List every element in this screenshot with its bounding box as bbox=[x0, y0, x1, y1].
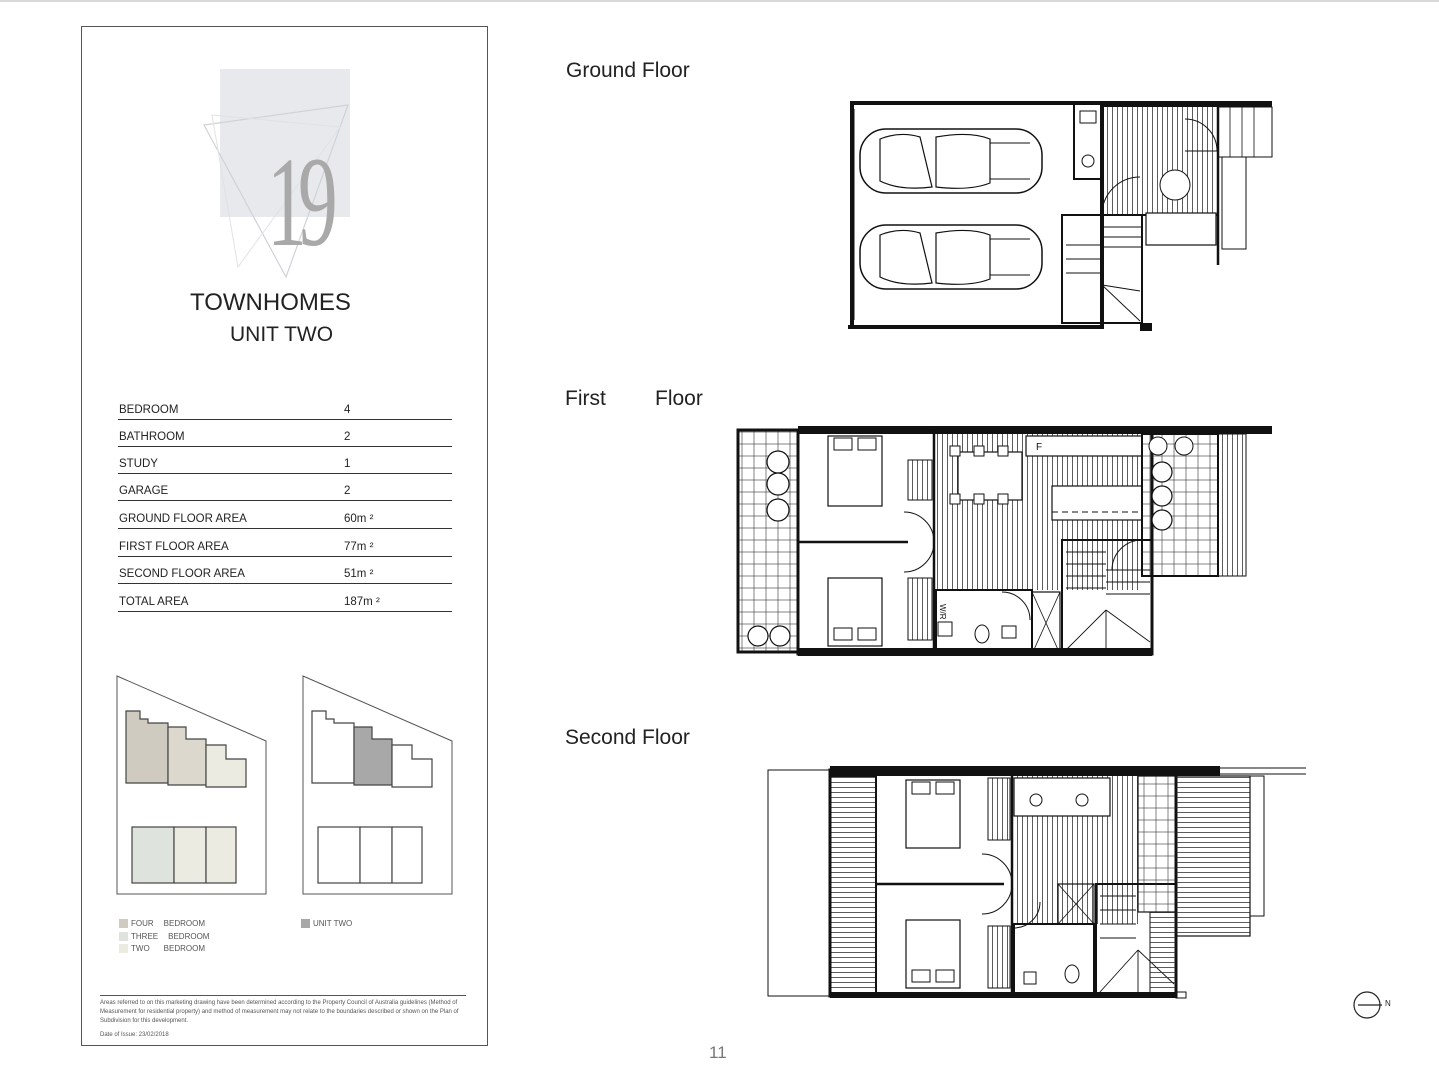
first-floor-label-b: Floor bbox=[655, 387, 703, 410]
legend-label: THREE bbox=[131, 931, 159, 941]
spec-row bbox=[118, 501, 452, 529]
second-floor-label: Second Floor bbox=[565, 726, 690, 749]
legend-swatch bbox=[119, 919, 128, 928]
wir-mark: W/R bbox=[938, 604, 947, 620]
spec-row bbox=[118, 529, 452, 557]
page-title: TOWNHOMES bbox=[190, 289, 351, 316]
compass-label: N bbox=[1385, 999, 1391, 1008]
legend-label: BEDROOM bbox=[168, 931, 210, 941]
spec-row bbox=[118, 447, 452, 474]
unit-subtitle: UNIT TWO bbox=[230, 323, 334, 346]
legend-label: BEDROOM bbox=[163, 919, 206, 928]
second-floor-plan bbox=[760, 760, 1320, 1005]
legend-item bbox=[119, 918, 209, 931]
legend-label: FOUR bbox=[131, 919, 154, 928]
spec-label: TOTAL AREA bbox=[119, 596, 189, 608]
disclaimer: Areas referred to on this marketing drawing have been determined according to the Property Council of Australia guidelines (Method of Measurement for residential property) and method of measurement may not relate to the boundaries described or shown on the Plan of Subdivision for this development. bbox=[100, 995, 466, 1026]
spec-label: GROUND FLOOR AREA bbox=[119, 513, 247, 525]
spec-value: 1 bbox=[344, 458, 351, 470]
top-rule bbox=[0, 0, 1439, 2]
spec-label: STUDY bbox=[119, 458, 158, 470]
first-floor-label-a: First bbox=[565, 387, 606, 410]
date-of-issue: Date of Issue: 23/02/2018 bbox=[100, 1032, 169, 1038]
fridge-mark: F bbox=[1036, 442, 1043, 453]
info-panel bbox=[81, 26, 488, 1046]
spec-value: 2 bbox=[344, 485, 351, 497]
legend-swatch bbox=[119, 944, 128, 953]
spec-row bbox=[118, 584, 452, 612]
spec-value: 60m ² bbox=[344, 513, 374, 525]
legend-label: TWO bbox=[131, 944, 150, 953]
spec-label: GARAGE bbox=[119, 485, 169, 497]
legend-unit bbox=[301, 918, 352, 931]
site-plan-unit-location bbox=[302, 675, 454, 897]
brand-number: 19 bbox=[267, 131, 329, 273]
legend-label: BEDROOM bbox=[163, 944, 206, 953]
spec-value: 77m ² bbox=[344, 541, 374, 553]
legend-item bbox=[301, 918, 352, 931]
ground-floor-plan bbox=[840, 95, 1280, 340]
spec-row bbox=[118, 474, 452, 501]
spec-label: SECOND FLOOR AREA bbox=[119, 568, 245, 580]
spec-value: 51m ² bbox=[344, 568, 374, 580]
car-icon bbox=[860, 129, 1042, 193]
legend-label: UNIT TWO bbox=[313, 919, 353, 928]
spec-value: 4 bbox=[344, 404, 351, 416]
spec-row bbox=[118, 393, 452, 420]
spec-row bbox=[118, 557, 452, 584]
spec-label: BEDROOM bbox=[119, 404, 179, 416]
spec-label: BATHROOM bbox=[119, 431, 185, 443]
spec-value: 187m ² bbox=[344, 596, 380, 608]
legend-item bbox=[119, 931, 209, 944]
spec-label: FIRST FLOOR AREA bbox=[119, 541, 229, 553]
page-number: 11 bbox=[709, 1043, 727, 1062]
legend-swatch bbox=[119, 932, 128, 941]
first-floor-plan bbox=[730, 420, 1280, 660]
spec-value: 2 bbox=[344, 431, 351, 443]
legend-bedroom-types bbox=[119, 918, 209, 956]
spec-row bbox=[118, 420, 452, 447]
legend-swatch bbox=[301, 919, 310, 928]
car-icon bbox=[860, 225, 1042, 289]
site-plan-bedroom-types bbox=[116, 675, 268, 897]
ground-floor-label: Ground Floor bbox=[566, 59, 690, 82]
spec-table bbox=[118, 393, 452, 612]
legend-item bbox=[119, 943, 209, 956]
